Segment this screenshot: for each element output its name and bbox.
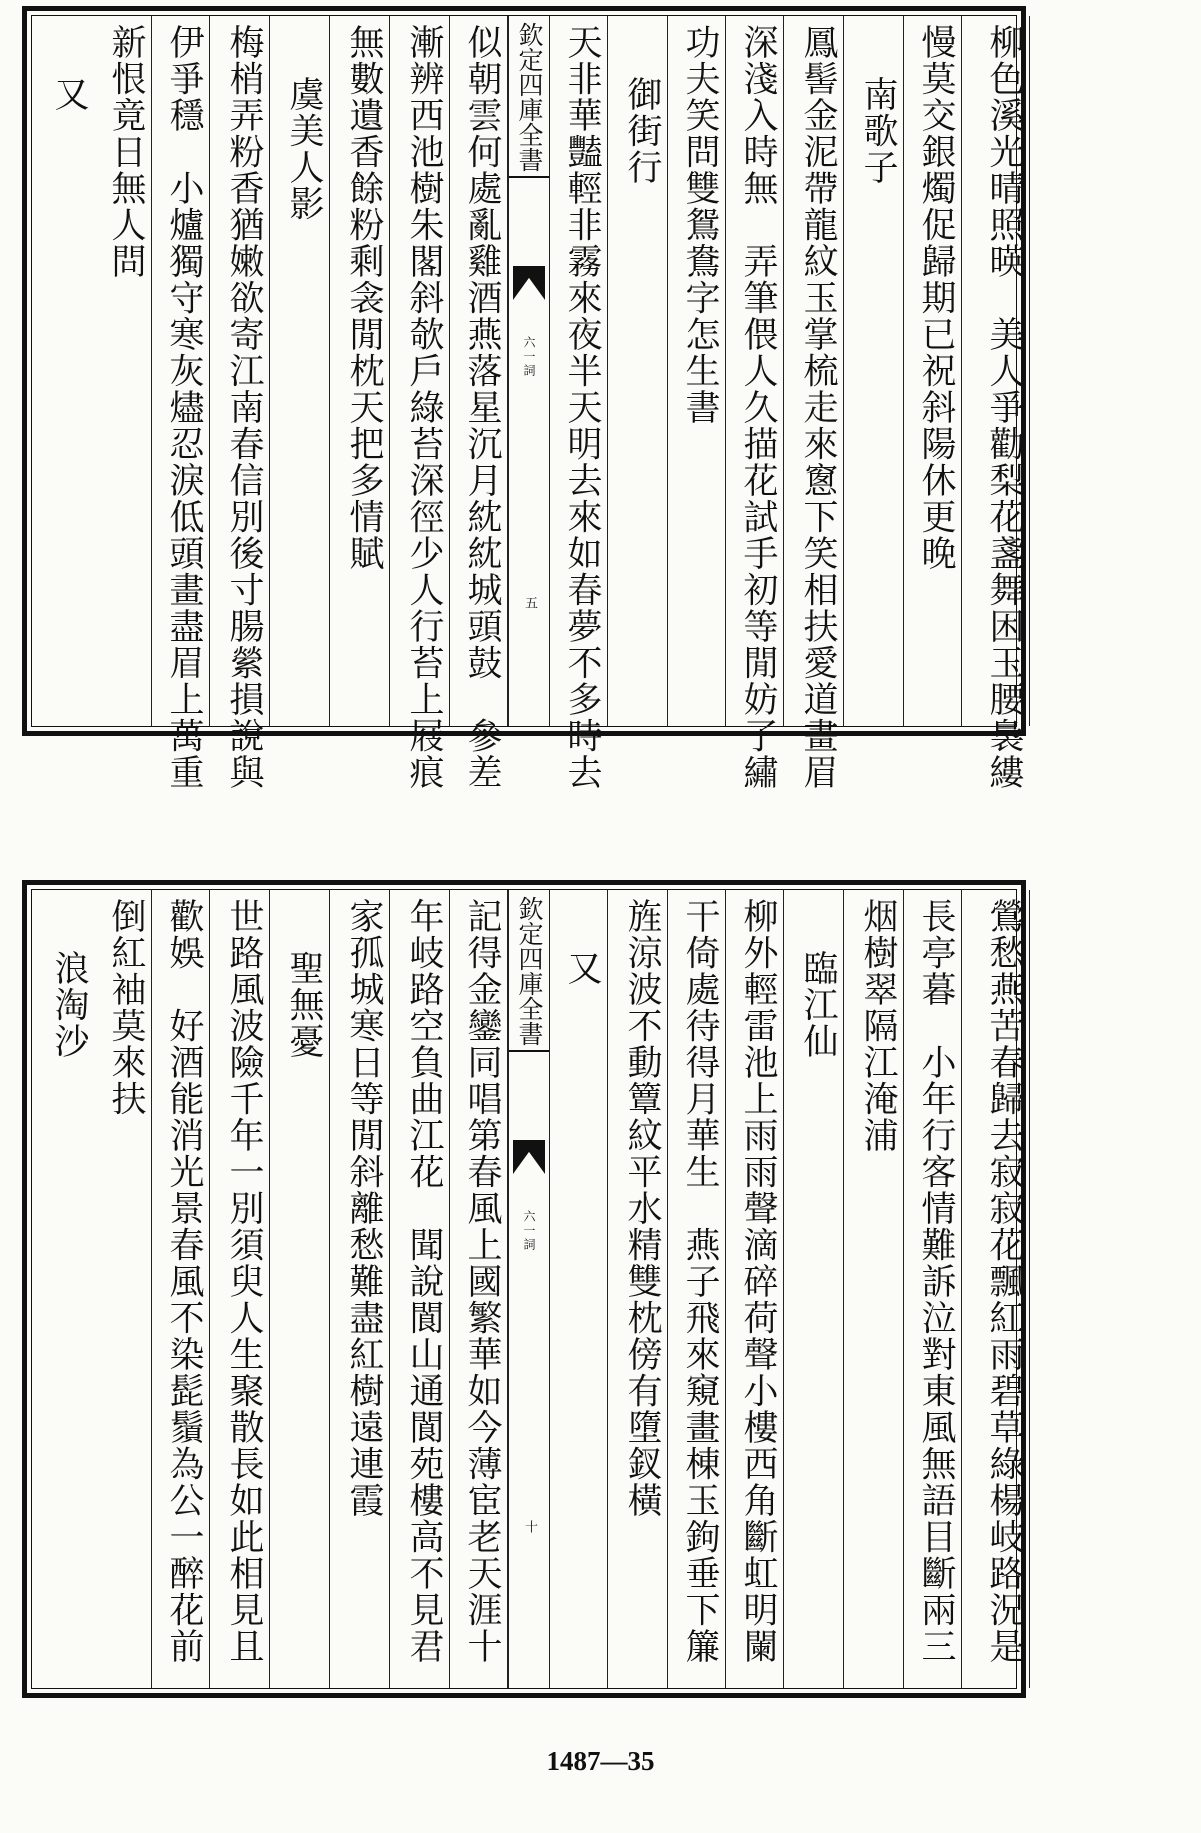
- text-column: [726, 890, 784, 1688]
- section-title: 又: [49, 76, 89, 113]
- column-text: 烟樹翠隔江淹浦: [858, 898, 898, 1154]
- text-column: [210, 16, 270, 791]
- book-title: 欽定四庫全書: [509, 896, 549, 1052]
- fish-tail-mark: [513, 266, 545, 300]
- column-text: 鶯愁燕苦春歸去寂寂花飄紅雨碧草綠楊岐路況是: [984, 898, 1024, 1665]
- section-title: 南歌子: [858, 76, 898, 186]
- text-column: [904, 16, 962, 726]
- column-text: 鳳髻金泥帶龍紋玉掌梳走來窻下笑相扶愛道畫眉: [798, 24, 838, 791]
- column-text: 伊爭穩 小爐獨守寒灰燼忍淚低頭畫盡眉上萬重: [164, 24, 204, 791]
- column-text: 干倚處待得月華生 燕子飛來窺畫棟玉鉤垂下簾: [680, 898, 720, 1665]
- text-column: [608, 16, 668, 726]
- text-column: [962, 890, 1030, 1688]
- leaf-number: 十: [522, 1520, 537, 1533]
- column-text: 長亭暮 小年行客情難訴泣對東風無語目斷兩三: [916, 898, 956, 1665]
- column-text: 慢莫交銀燭促歸期已祝斜陽休更晚: [916, 24, 956, 572]
- column-text: 倒紅袖莫來扶: [106, 898, 146, 1117]
- column-text: 柳色溪光晴照暎 美人爭勸梨花盞舞困玉腰裊縷: [984, 24, 1024, 791]
- section-title: 又: [562, 950, 602, 987]
- column-text: 天非華豔輕非霧來夜半天明去來如春夢不多時去: [562, 24, 602, 791]
- column-text: 記得金鑾同唱第春風上國繁華如今薄宦老天涯十: [462, 898, 502, 1665]
- section-title: 虞美人影: [284, 76, 324, 222]
- bottom-page-frame: [22, 880, 1026, 1698]
- text-column: [784, 890, 844, 1688]
- column-text: 無數遺香餘粉剩衾閒枕天把多情賦: [344, 24, 384, 572]
- text-column: [152, 16, 210, 791]
- text-column: [668, 16, 726, 726]
- text-column: [330, 16, 390, 726]
- volume-name: 六一詞: [522, 336, 536, 378]
- text-column: [270, 16, 330, 726]
- column-text: 柳外輕雷池上雨雨聲滴碎荷聲小樓西角斷虹明闌: [738, 898, 778, 1665]
- text-column: [844, 890, 904, 1688]
- text-column: [450, 890, 508, 1688]
- text-column: [94, 16, 152, 726]
- text-column: [844, 16, 904, 726]
- text-column: [668, 890, 726, 1688]
- section-title: 臨江仙: [798, 950, 838, 1060]
- gutter-strip: [508, 890, 550, 1688]
- column-text: 漸辨西池樹朱閣斜欹戶綠苔深徑少人行苔上屐痕: [404, 24, 444, 791]
- bottom-page-inner-border: [31, 889, 1024, 1689]
- text-column: [390, 16, 450, 791]
- column-text: 梅梢弄粉香猶嫩欲寄江南春信別後寸腸縈損說與: [224, 24, 264, 791]
- text-column: [94, 890, 152, 1688]
- text-column: [32, 890, 94, 1688]
- section-title: 御街行: [622, 76, 662, 186]
- text-column: [608, 890, 668, 1688]
- text-column: [210, 890, 270, 1688]
- column-text: 新恨竟日無人問: [106, 24, 146, 280]
- section-title: 浪淘沙: [49, 950, 89, 1060]
- volume-name: 六一詞: [522, 1210, 536, 1252]
- section-title: 聖無憂: [284, 950, 324, 1060]
- fish-tail-mark: [513, 1140, 545, 1174]
- page-number: 1487—35: [546, 1746, 655, 1776]
- leaf-number: 五: [522, 596, 537, 609]
- text-column: [550, 16, 608, 791]
- gutter-strip: [508, 16, 550, 726]
- text-column: [904, 890, 962, 1688]
- text-column: [390, 890, 450, 1688]
- column-text: 年岐路空負曲江花 聞說閬山通閬苑樓高不見君: [404, 898, 444, 1665]
- text-column: [726, 16, 784, 791]
- text-column: [32, 16, 94, 726]
- column-text: 深淺入時無 弄筆偎人久描花試手初等閒妨了繡: [738, 24, 778, 791]
- top-page-frame: [22, 6, 1026, 791]
- column-text: 世路風波險千年一別須臾人生聚散長如此相見且: [224, 898, 264, 1665]
- column-text: 似朝雲何處亂雞酒燕落星沉月紞紞城頭鼓 參差: [462, 24, 502, 791]
- book-title: 欽定四庫全書: [509, 22, 549, 178]
- top-page-inner-border: [31, 15, 1024, 791]
- text-column: [270, 890, 330, 1688]
- column-text: 功夫笑問雙鴛鴦字怎生書: [680, 24, 720, 426]
- column-text: 家孤城寒日等閒斜離愁難盡紅樹遠連霞: [344, 898, 384, 1519]
- text-column: [784, 16, 844, 791]
- text-column: [962, 16, 1030, 791]
- text-column: [550, 890, 608, 1688]
- text-column: [330, 890, 390, 1688]
- column-text: 歡娛 好酒能消光景春風不染髭鬚為公一醉花前: [164, 898, 204, 1665]
- text-column: [152, 890, 210, 1688]
- column-text: 旌涼波不動簟紋平水精雙枕傍有墮釵橫: [622, 898, 662, 1519]
- text-column: [450, 16, 508, 791]
